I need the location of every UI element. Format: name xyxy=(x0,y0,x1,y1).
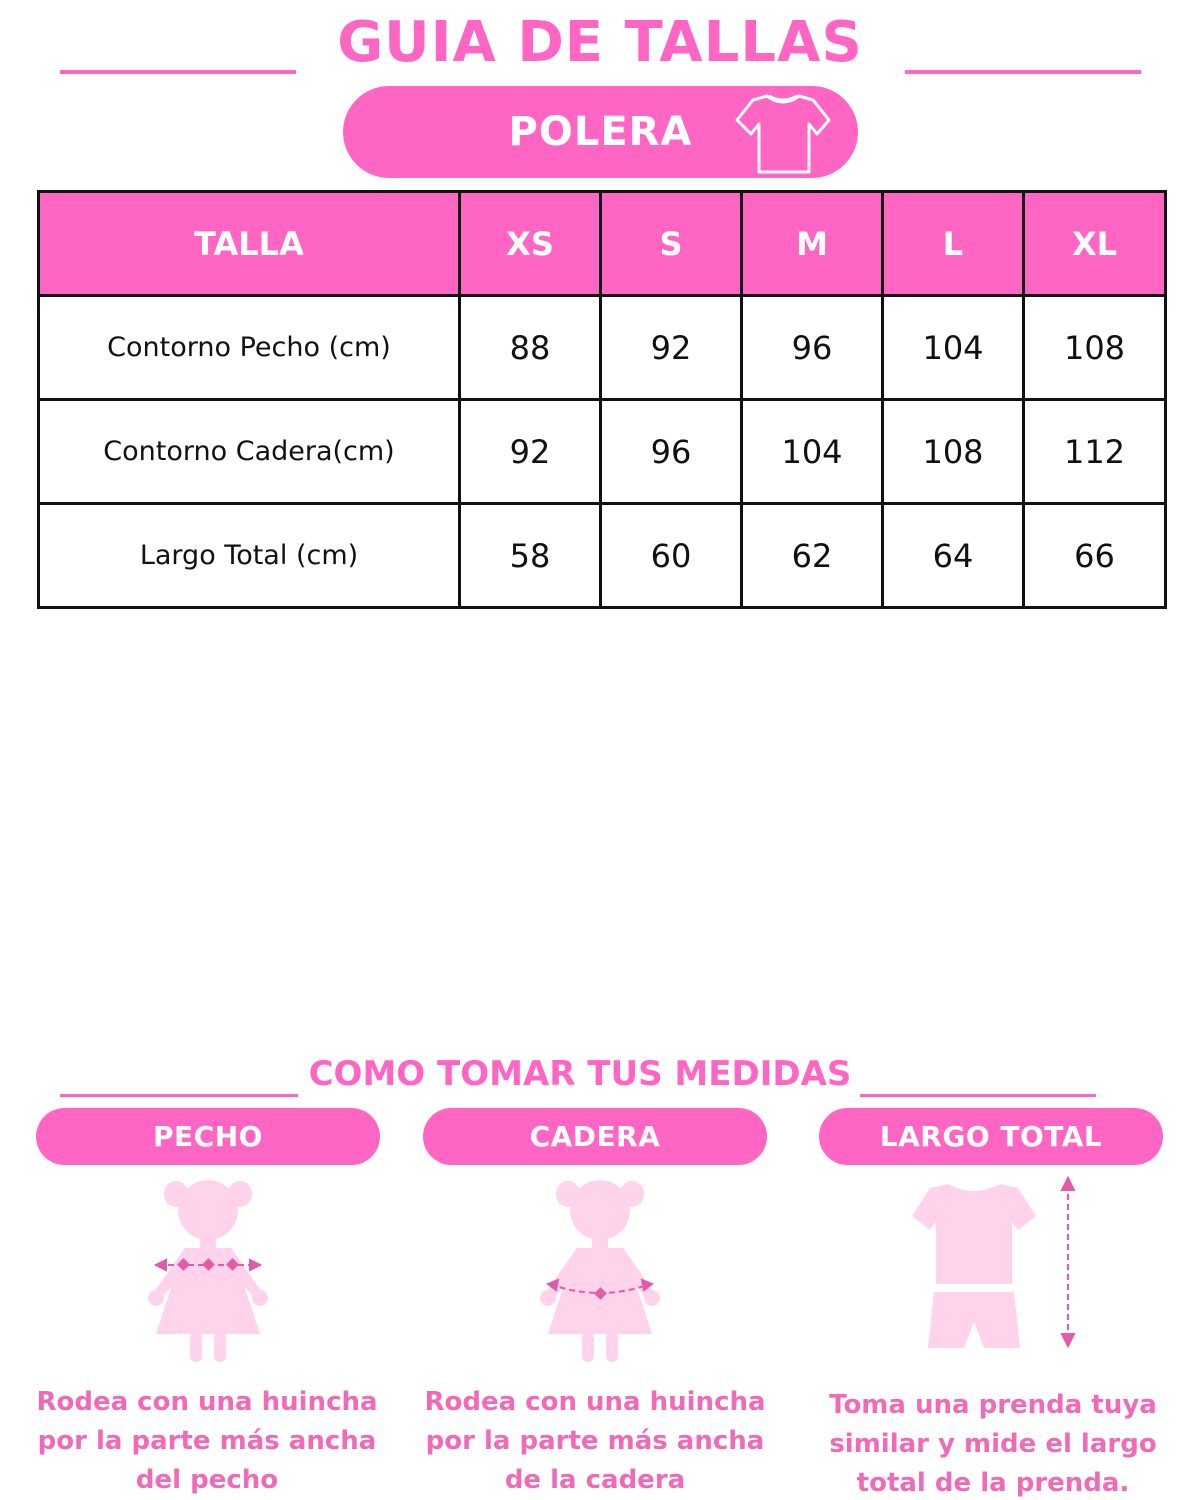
how-to-heading-row xyxy=(0,1052,1200,1102)
table-cell: 62 xyxy=(742,504,883,608)
cadera-badge: CADERA xyxy=(423,1108,767,1165)
caption-line: por la parte más ancha xyxy=(37,1426,377,1456)
largo-total-badge: LARGO TOTAL xyxy=(819,1108,1163,1165)
table-cell: 92 xyxy=(601,296,742,400)
caption-line: del pecho xyxy=(135,1465,279,1495)
table-cell: 92 xyxy=(460,400,601,504)
row-label: Largo Total (cm) xyxy=(39,504,460,608)
caption-line: por la parte más ancha xyxy=(425,1426,765,1456)
size-table xyxy=(37,190,1167,609)
row-label: Contorno Cadera(cm) xyxy=(39,400,460,504)
table-row xyxy=(39,296,1166,400)
caption-line: Rodea con una huincha xyxy=(424,1387,766,1417)
pecho-badge: PECHO xyxy=(36,1108,380,1165)
header-size-xl: XL xyxy=(1024,192,1166,296)
table-cell: 60 xyxy=(601,504,742,608)
caption-line: Toma una prenda tuya xyxy=(829,1390,1157,1420)
how-to-title: COMO TOMAR TUS MEDIDAS xyxy=(308,1054,852,1094)
table-cell: 104 xyxy=(883,296,1024,400)
title-rule-left xyxy=(60,70,296,74)
how-to-rule-left xyxy=(60,1094,298,1097)
header-size-s: S xyxy=(601,192,742,296)
table-cell: 96 xyxy=(601,400,742,504)
title-row xyxy=(0,10,1200,80)
page-title: GUIA DE TALLAS xyxy=(337,10,863,75)
how-to-rule-right xyxy=(860,1094,1096,1097)
table-cell: 104 xyxy=(742,400,883,504)
table-cell: 88 xyxy=(460,296,601,400)
cadera-instructions xyxy=(415,1383,775,1500)
table-cell: 58 xyxy=(460,504,601,608)
girl-chest-measure-icon xyxy=(128,1172,288,1372)
caption-line: similar y mide el largo xyxy=(829,1429,1157,1459)
table-cell: 96 xyxy=(742,296,883,400)
table-cell: 108 xyxy=(1024,296,1166,400)
caption-line: de la cadera xyxy=(504,1465,686,1495)
header-size-xs: XS xyxy=(460,192,601,296)
table-row xyxy=(39,504,1166,608)
garment-label: POLERA xyxy=(508,109,693,155)
garment-length-measure-icon xyxy=(900,1172,1090,1362)
table-cell: 112 xyxy=(1024,400,1166,504)
largo-total-instructions xyxy=(813,1386,1173,1500)
caption-line: Rodea con una huincha xyxy=(36,1387,378,1417)
title-rule-right xyxy=(905,70,1141,74)
caption-line: total de la prenda. xyxy=(856,1468,1130,1498)
table-header-row xyxy=(39,192,1166,296)
table-cell: 66 xyxy=(1024,504,1166,608)
header-size-l: L xyxy=(883,192,1024,296)
table-cell: 64 xyxy=(883,504,1024,608)
row-label: Contorno Pecho (cm) xyxy=(39,296,460,400)
table-row xyxy=(39,400,1166,504)
header-size-m: M xyxy=(742,192,883,296)
pecho-instructions xyxy=(27,1383,387,1500)
girl-hip-measure-icon xyxy=(520,1172,680,1372)
tshirt-icon xyxy=(735,90,831,176)
table-cell: 108 xyxy=(883,400,1024,504)
header-talla: TALLA xyxy=(39,192,460,296)
